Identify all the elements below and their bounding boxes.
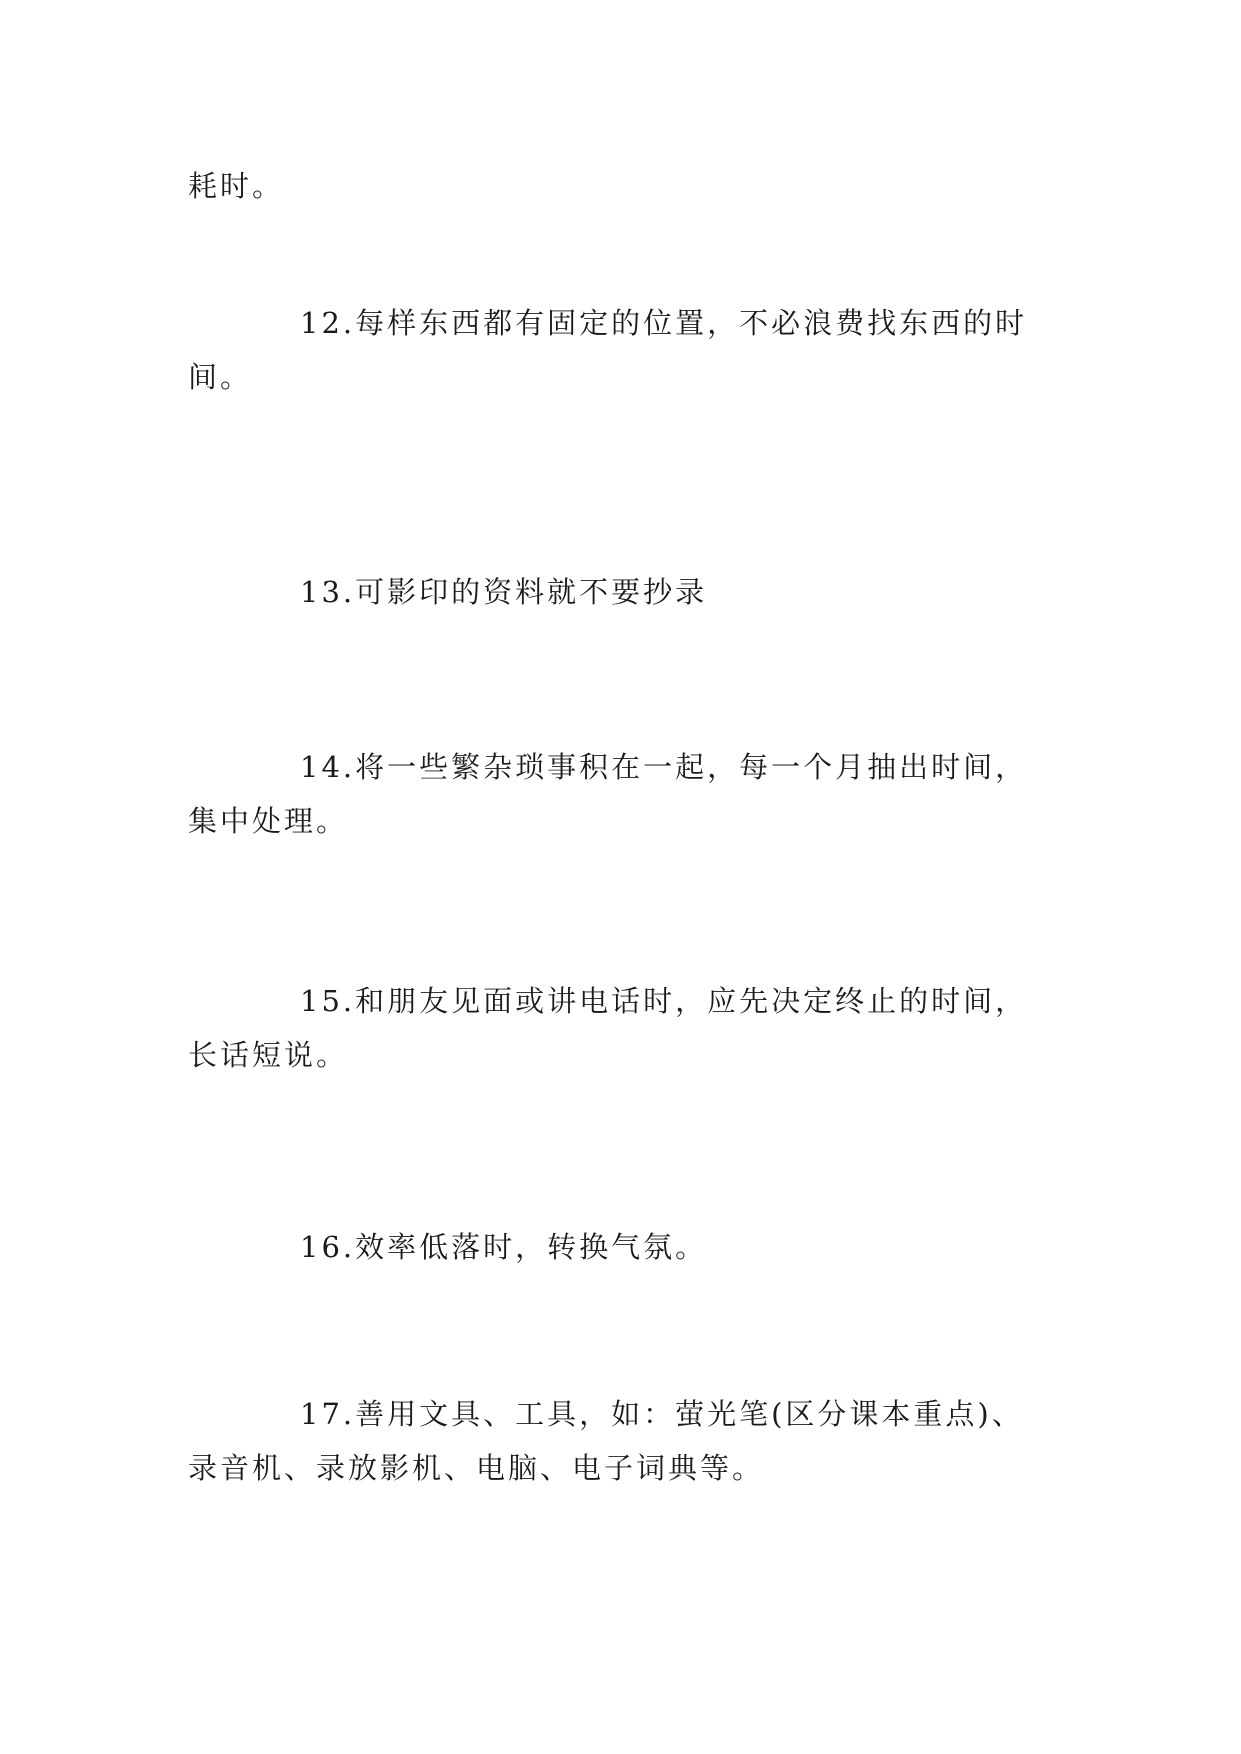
paragraph-17-line-2: 录音机、录放影机、电脑、电子词典等。 xyxy=(188,1451,765,1485)
paragraph-12-line-1: 12.每样东西都有固定的位置，不必浪费找东西的时 xyxy=(300,306,1028,340)
paragraph-17-line-1: 17.善用文具、工具，如：萤光笔(区分课本重点)、 xyxy=(300,1397,1024,1431)
paragraph-15-line-2: 长话短说。 xyxy=(188,1038,349,1072)
paragraph-11-line-1: 耗时。 xyxy=(188,169,285,203)
paragraph-12-line-2: 间。 xyxy=(188,360,253,394)
paragraph-15-line-1: 15.和朋友见面或讲电话时，应先决定终止的时间， xyxy=(300,984,1028,1018)
paragraph-13-line-1: 13.可影印的资料就不要抄录 xyxy=(300,575,708,609)
paragraph-16-line-1: 16.效率低落时，转换气氛。 xyxy=(300,1230,708,1264)
paragraph-14-line-1: 14.将一些繁杂琐事积在一起，每一个月抽出时间， xyxy=(300,750,1028,784)
paragraph-14-line-2: 集中处理。 xyxy=(188,804,349,838)
